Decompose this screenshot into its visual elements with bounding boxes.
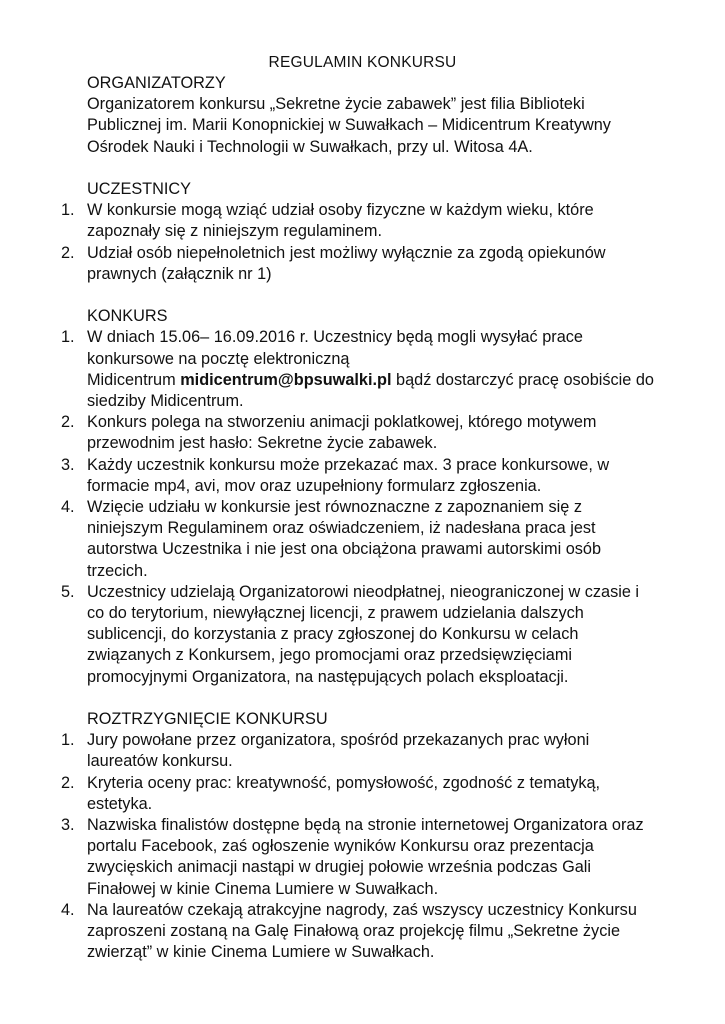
- list-item-text: Każdy uczestnik konkursu może przekazać max. 3 prace konkursowe, w formacie mp4, avi, mov oraz uzupełniony formularz zgłoszenia.: [87, 455, 610, 495]
- organizers-heading: ORGANIZATORZY: [87, 74, 226, 92]
- list-item-number: 2.: [61, 243, 75, 262]
- document-title: REGULAMIN KONKURSU: [268, 54, 457, 71]
- sender-label: Midicentrum: [87, 370, 181, 389]
- participants-list: [61, 200, 657, 285]
- list-item-number: 1.: [61, 201, 75, 220]
- list-item: [61, 200, 657, 242]
- list-item-text-continued: [87, 370, 657, 412]
- list-item-text: W konkursie mogą wziąć udział osoby fizyczne w każdym wieku, które zapoznały się z niniejszym regulaminem.: [87, 201, 594, 241]
- section-spacer: [87, 285, 657, 306]
- section-spacer: [87, 158, 657, 179]
- list-item: [61, 455, 657, 497]
- list-item-text: Nazwiska finalistów dostępne będą na stronie internetowej Organizatora oraz portalu Facebook, zaś ogłoszenie wyników Konkursu oraz prezentacja zwycięskich animacji nastąpi w drugiej połowie września podczas Gali Finałowej w kinie Cinema Lumiere w Suwałkach.: [87, 816, 644, 898]
- list-item-number: 4.: [61, 900, 75, 919]
- resolution-heading: ROZTRZYGNIĘCIE KONKURSU: [87, 710, 328, 729]
- list-item-text: Konkurs polega na stworzeniu animacji poklatkowej, którego motywem przewodnim jest hasło: Sekretne życie zabawek.: [87, 413, 597, 453]
- list-item-number: 5.: [61, 582, 75, 601]
- list-item-text: W dniach 15.06– 16.09.2016 r. Uczestnicy będą mogli wysyłać prace konkursowe na pocztę elektroniczną: [87, 328, 583, 368]
- list-item-number: 3.: [61, 816, 75, 835]
- list-item-number: 1.: [61, 731, 75, 750]
- list-item: [61, 327, 657, 412]
- list-item-text: Na laureatów czekają atrakcyjne nagrody, zaś wszyscy uczestnicy Konkursu zaproszeni zostaną na Galę Finałową oraz projekcję filmu „Sekretne życie zwierząt” w kinie Cinema Lumiere w Suwałkach.: [87, 900, 637, 962]
- list-item-number: 4.: [61, 498, 75, 517]
- list-item-text: Udział osób niepełnoletnich jest możliwy wyłącznie za zgodą opiekunów prawnych (załącznik nr 1): [87, 243, 606, 283]
- list-item-number: 2.: [61, 413, 75, 432]
- contest-list: [61, 327, 657, 687]
- list-item: [61, 773, 657, 815]
- list-item-text: Jury powołane przez organizatora, spośród przekazanych prac wyłoni laureatów konkursu.: [87, 731, 590, 771]
- contest-heading: KONKURS: [87, 307, 168, 326]
- list-item-text: Wzięcie udziału w konkursie jest równoznaczne z zapoznaniem się z niniejszym Regulaminem oraz oświadczeniem, iż nadesłana praca jest autorstwa Uczestnika i nie jest ona obciążona prawami autorskimi osób trzecich.: [87, 498, 602, 580]
- list-item: [61, 497, 657, 582]
- organizers-text: Organizatorem konkursu „Sekretne życie zabawek” jest filia Biblioteki Publicznej im. Marii Konopnickiej w Suwałkach – Midicentrum Kreatywny Ośrodek Nauki i Technologii w Suwałkach, przy ul. Witosa 4A.: [87, 95, 611, 156]
- document-body: [61, 73, 657, 963]
- list-item-number: 1.: [61, 328, 75, 347]
- section-spacer: [87, 688, 657, 709]
- list-item-text: Uczestnicy udzielają Organizatorowi nieodpłatnej, nieograniczonej w czasie i co do terytorium, niewyłącznej licencji, z prawem udzielania dalszych sublicencji, do korzystania z pracy zgłoszonej do Konkursu w celach związanych z Konkursem, jego promocjami oraz przedsięwzięciami promocyjnymi Organizatora, na następujących polach eksploatacji.: [87, 582, 640, 686]
- list-item: [61, 243, 657, 285]
- list-item: [61, 412, 657, 454]
- list-item: [61, 582, 657, 688]
- delivery-text: bądź dostarczyć pracę osobiście do siedziby Midicentrum.: [87, 370, 654, 411]
- list-item: [61, 900, 657, 964]
- list-item-number: 3.: [61, 455, 75, 474]
- list-item: [61, 815, 657, 900]
- list-item: [61, 730, 657, 772]
- contact-email: midicentrum@bpsuwalki.pl: [180, 370, 392, 389]
- list-item-number: 2.: [61, 773, 75, 792]
- participants-heading: UCZESTNICY: [87, 180, 192, 198]
- resolution-list: [61, 730, 657, 963]
- list-item-text: Kryteria oceny prac: kreatywność, pomysłowość, zgodność z tematyką, estetyka.: [87, 773, 601, 813]
